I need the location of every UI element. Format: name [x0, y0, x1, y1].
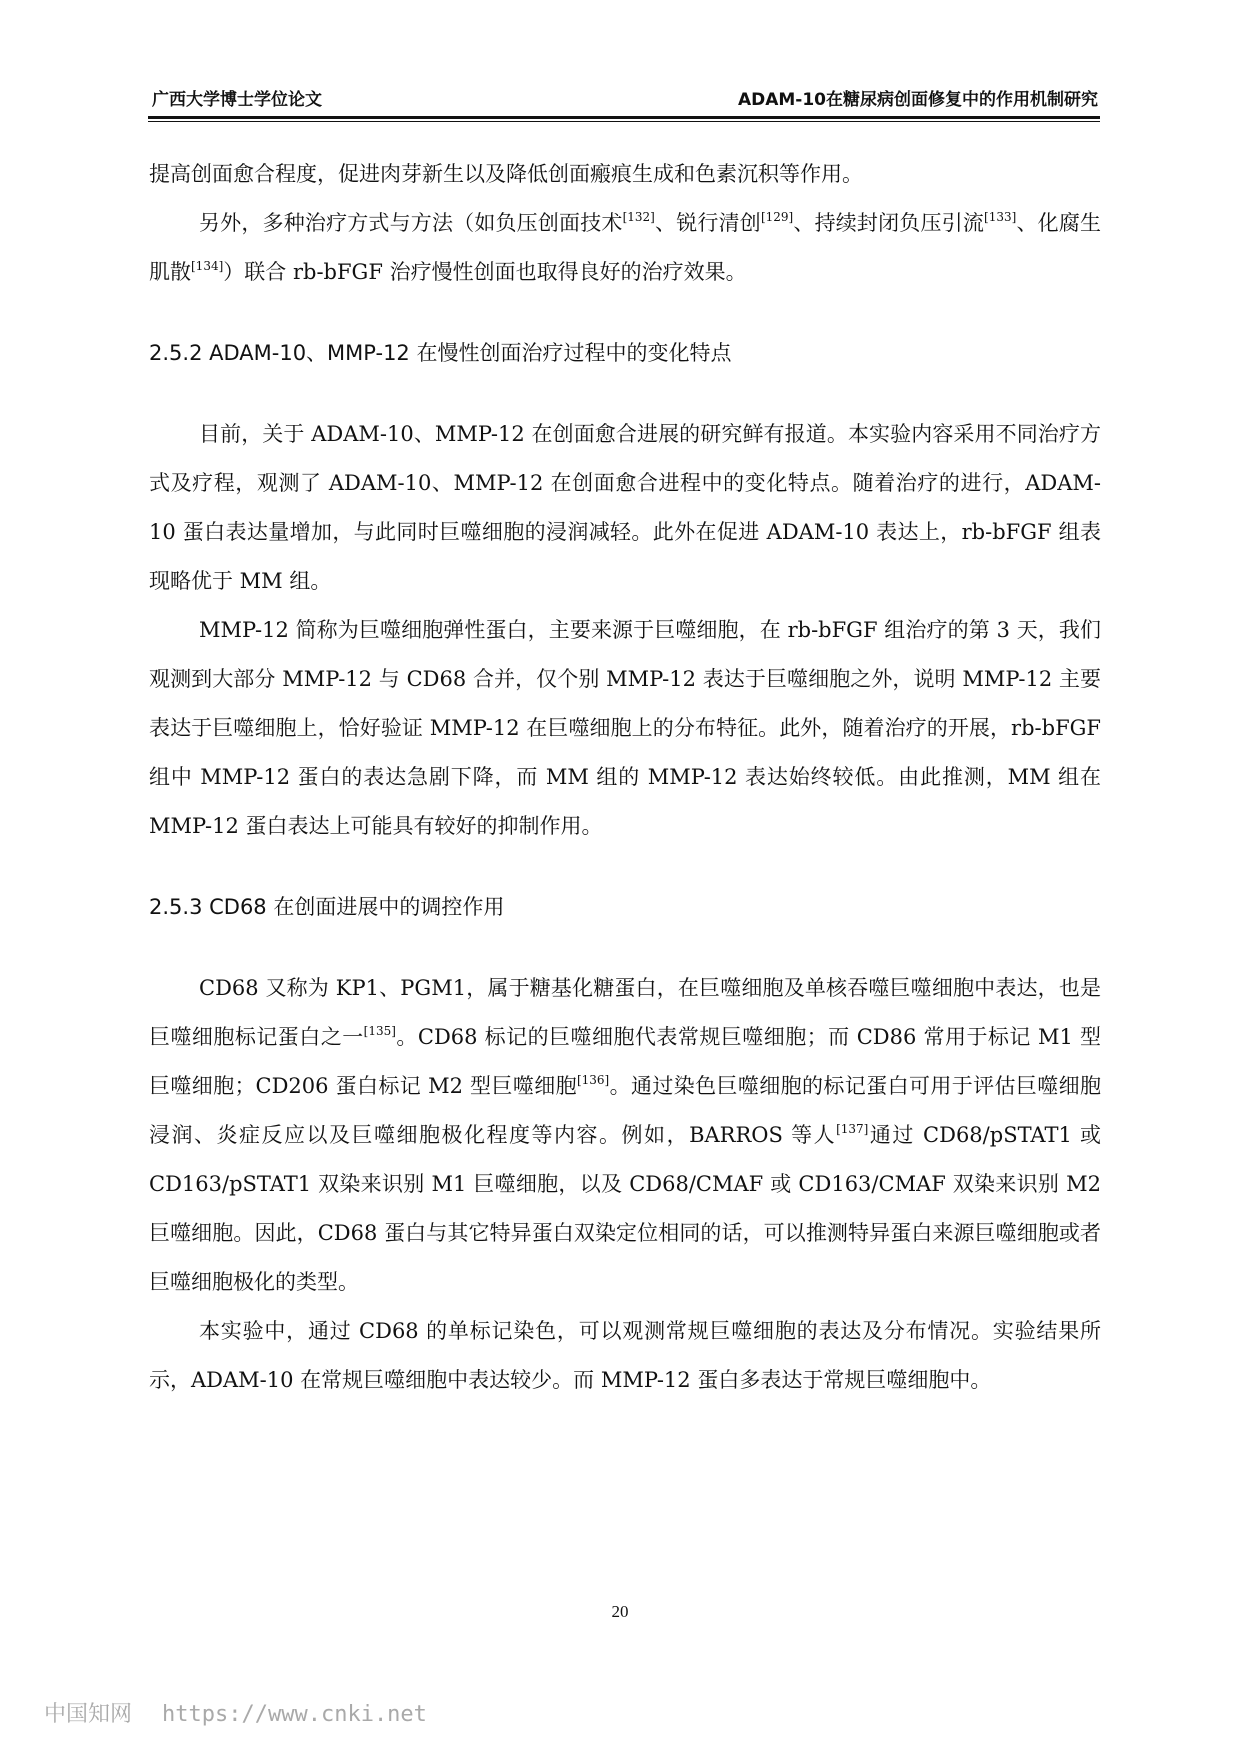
paragraph-adam10-mmp12-changes: 目前，关于 ADAM-10、MMP-12 在创面愈合进展的研究鲜有报道。本实验内容采用不同治疗方式及疗程，观测了 ADAM-10、MMP-12 在创面愈合进程中的变化特点。随着治疗的进行，ADAM-10 蛋白表达量增加，与此同时巨噬细胞的浸润减轻。此外在促进 ADAM-10 表达上，rb-bFGF 组表现略优于 MM 组。 [149, 422, 1101, 593]
citation-133: [133] [984, 210, 1017, 224]
cnki-watermark [44, 1697, 427, 1728]
citation-137: [137] [836, 1122, 869, 1136]
header-thesis-type: 广西大学博士学位论文 [152, 90, 322, 110]
watermark-url: https://www.cnki.net [162, 1702, 427, 1727]
header-rule-thin [148, 121, 1100, 122]
header-thesis-title: ADAM-10在糖尿病创面修复中的作用机制研究 [737, 90, 1098, 110]
paragraph-cd68-definition: CD68 又称为 KP1、PGM1，属于糖基化糖蛋白，在巨噬细胞及单核吞噬巨噬细胞中表达，也是巨噬细胞标记蛋白之一[135]。CD68 标记的巨噬细胞代表常规巨噬细胞；而 CD86 常用于标记 M1 型巨噬细胞；CD206 蛋白标记 M2 型巨噬细胞[136]。通过染色巨噬细胞的标记蛋白可用于评估巨噬细胞浸润、炎症反应以及巨噬细胞极化程度等内容。例如，BARROS 等人[137]通过 CD68/pSTAT1 或 CD163/pSTAT1 双染来识别 M1 巨噬细胞，以及 CD68/CMAF 或 CD163/CMAF 双染来识别 M2 巨噬细胞。因此，CD68 蛋白与其它特异蛋白双染定位相同的话，可以推测特异蛋白来源巨噬细胞或者巨噬细胞极化的类型。 [149, 976, 1101, 1294]
paragraph-combined-therapies: 另外，多种治疗方式与方法（如负压创面技术[132]、锐行清创[129]、持续封闭负压引流[133]、化腐生肌散[134]）联合 rb-bFGF 治疗慢性创面也取得良好的治疗效果。 [149, 210, 1102, 284]
section-heading-2-5-3: 2.5.3 CD68 在创面进展中的调控作用 [149, 895, 505, 919]
citation-134: [134] [191, 259, 224, 273]
citation-129: [129] [760, 210, 794, 224]
running-header [148, 86, 1100, 114]
citation-136: [136] [576, 1073, 610, 1087]
section-heading-2-5-2: 2.5.2 ADAM-10、MMP-12 在慢性创面治疗过程中的变化特点 [149, 341, 732, 365]
header-rule-thick [148, 116, 1100, 119]
paragraph-continuation: 提高创面愈合程度，促进肉芽新生以及降低创面瘢痕生成和色素沉积等作用。 [149, 162, 863, 186]
paragraph-mmp12-macrophage: MMP-12 简称为巨噬细胞弹性蛋白，主要来源于巨噬细胞，在 rb-bFGF 组治疗的第 3 天，我们观测到大部分 MMP-12 与 CD68 合并，仅个别 MMP-12 表达于巨噬细胞之外，说明 MMP-12 主要表达于巨噬细胞上，恰好验证 MMP-12 在巨噬细胞上的分布特征。此外，随着治疗的开展，rb-bFGF 组中 MMP-12 蛋白的表达急剧下降，而 MM 组的 MMP-12 表达始终较低。由此推测，MM 组在 MMP-12 蛋白表达上可能具有较好的抑制作用。 [149, 618, 1101, 838]
watermark-site-name: 中国知网 [44, 1702, 133, 1727]
page-body [149, 150, 1101, 1405]
citation-132: [132] [622, 210, 655, 224]
page-number: 20 [611, 1602, 629, 1621]
paragraph-cd68-results: 本实验中，通过 CD68 的单标记染色，可以观测常规巨噬细胞的表达及分布情况。实验结果所示，ADAM-10 在常规巨噬细胞中表达较少。而 MMP-12 蛋白多表达于常规巨噬细胞中。 [149, 1319, 1101, 1392]
citation-135: [135] [363, 1024, 396, 1038]
